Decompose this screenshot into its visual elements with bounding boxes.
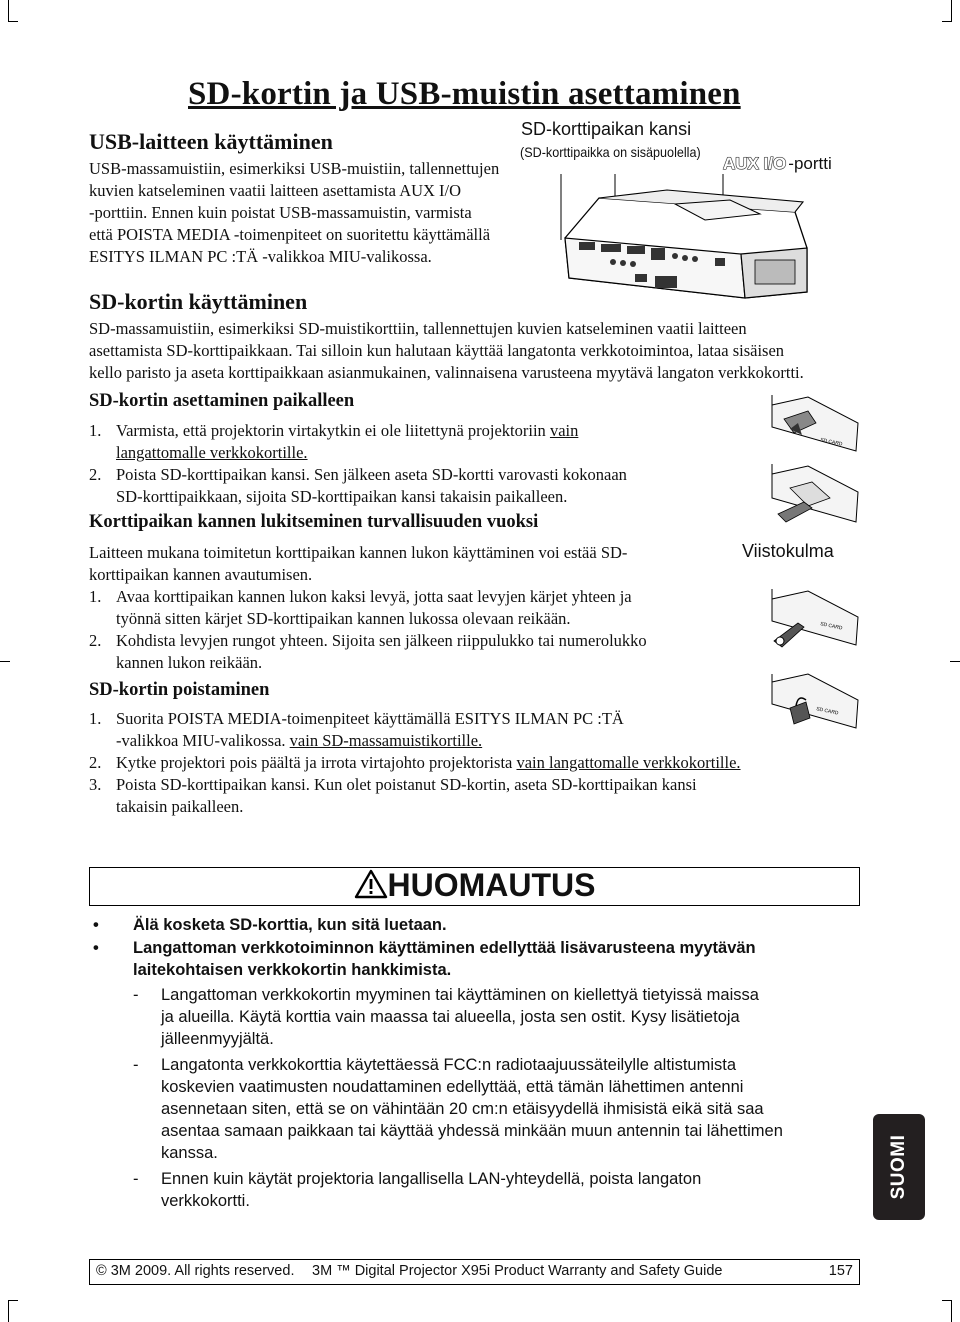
sd-use-line: kello paristo ja aseta korttipaikkaan asianmukainen, valinnaisena varusteena myytävä langaton verkkokortti.: [89, 363, 804, 382]
usb-heading: USB-laitteen käyttäminen: [89, 129, 333, 154]
step-text: työnnä sitten kärjet SD-korttipaikan kannen lukossa olevaan reikään.: [116, 609, 571, 628]
footer-guide-title: 3M ™ Digital Projector X95i Product Warranty and Safety Guide: [312, 1263, 723, 1279]
notice-item-text: koskevien vaatimusten noudattaminen edellyttää, että tämän lähettimen antenni: [161, 1078, 744, 1096]
crop-mark: [8, 1300, 18, 1301]
warning-icon: [354, 869, 388, 899]
padlock-illustration: [768, 672, 860, 730]
sd-card-insert-illustration: [768, 393, 860, 453]
lock-intro: Laitteen mukana toimitetun korttipaikan kannen lukon käyttäminen voi estää SD-: [89, 543, 628, 562]
step-text: Kytke projektori pois päältä ja irrota virtajohto projektorista: [116, 753, 517, 772]
aux-port-name: AUX I/O: [723, 154, 787, 173]
notice-item-text: asentaa samaan paikkaan tai käyttää yhdessä minkään muun antennin tai lähettimen: [161, 1122, 783, 1140]
remove-steps: [89, 708, 741, 818]
lock-intro: korttipaikan kannen avautumisen.: [89, 565, 313, 584]
notice-title-box: [89, 867, 860, 906]
usb-line: USB-massamuistiin, esimerkiksi USB-muistiin, tallennettujen: [89, 159, 500, 178]
bullet: •: [93, 939, 99, 957]
step-text: Suorita POISTA MEDIA-toimenpiteet käyttämällä ESITYS ILMAN PC :TÄ: [116, 709, 624, 728]
slot-inside-label: (SD-korttipaikka on sisäpuolella): [520, 144, 701, 160]
remove-heading: SD-kortin poistaminen: [89, 680, 270, 700]
crop-mark: [951, 1300, 952, 1322]
notice-item-text: Langatonta verkkokorttia käytettäessä FCC:n radiotaajuussäteilylle altistumista: [161, 1056, 737, 1074]
crop-mark: [8, 0, 9, 22]
projector-rear-illustration: [555, 160, 815, 300]
step-text: Avaa korttipaikan kannen lukon kaksi levyä, jotta saat levyjen kärjet yhteen ja: [116, 587, 632, 606]
step-text: Varmista, että projektorin virtakytkin ei ole liitettynä projektoriin: [116, 421, 550, 440]
notice-title: HUOMAUTUS: [387, 867, 596, 903]
crop-mark: [8, 21, 18, 22]
aux-port-suffix: -portti: [788, 154, 832, 173]
usb-line: että POISTA MEDIA -toimenpiteet on suoritettu käyttämällä: [89, 225, 491, 244]
dash: -: [133, 1170, 139, 1188]
usb-line: kuvien katseleminen vaatii laitteen asettamista AUX I/O: [89, 181, 462, 200]
footer: [89, 1259, 860, 1285]
page-title: SD-kortin ja USB-muistin asettaminen: [188, 76, 741, 112]
sd-use-heading: SD-kortin käyttäminen: [89, 289, 308, 314]
step-text: Poista SD-korttipaikan kansi. Kun olet poistanut SD-kortin, aseta SD-korttipaikan kansi: [116, 775, 697, 794]
notice-item-text: Langattoman verkkokortin myyminen tai käyttäminen on kiellettyä tietyissä maissa: [161, 986, 759, 1004]
lock-plates-illustration: [768, 587, 860, 649]
notice-item-text: kanssa.: [161, 1144, 218, 1162]
notice-title-row: [90, 867, 859, 904]
notice-bullet-text: Langattoman verkkotoiminnon käyttäminen edellyttää lisävarusteena myytävän: [133, 939, 756, 957]
notice-item-text: ja alueilla. Käytä korttia vain maassa tai alueella, josta sen ostit. Kysy lisätietoja: [161, 1008, 740, 1026]
step-text: Kohdista levyjen rungot yhteen. Sijoita sen jälkeen riippulukko tai numerolukko: [116, 631, 647, 650]
sd-insert-heading: SD-kortin asettaminen paikalleen: [89, 391, 355, 411]
sd-card-text: SD CARD: [819, 437, 843, 448]
notice-bullet-text: Älä kosketa SD-korttia, kun sitä luetaan.: [133, 916, 447, 934]
oblique-angle-label: Viistokulma: [742, 541, 834, 561]
language-tab-label: SUOMI: [888, 1134, 909, 1200]
sd-card-text: SD CARD: [815, 706, 839, 717]
language-tab: [873, 1114, 925, 1220]
step-number: 2.: [89, 465, 102, 484]
notice-item-text: Ennen kuin käytät projektoria langallisella LAN-yhteydellä, poista langaton: [161, 1170, 702, 1188]
step-number: 2.: [89, 631, 102, 650]
notice-item-text: asennetaan siten, että se on vähintään 20 cm:n etäisyydellä ihmisistä eikä sitä saa: [161, 1100, 764, 1118]
step-number: 3.: [89, 775, 102, 794]
step-number: 1.: [89, 421, 102, 440]
step-text: SD-korttipaikkaan, sijoita SD-korttipaikan kansi takaisin paikalleen.: [116, 487, 568, 506]
sd-use-line: asettamista SD-korttipaikkaan. Tai silloin kun halutaan käyttää langatonta verkkotoimintoa, lataa sisäisen: [89, 341, 785, 360]
slot-cover-label: SD-korttipaikan kansi: [521, 119, 692, 139]
sd-use-paragraph: [89, 318, 804, 384]
step-text-underlined: vain: [549, 421, 579, 440]
sd-card-text: SD CARD: [819, 621, 843, 632]
step-number: 1.: [89, 709, 102, 728]
page-number: 157: [828, 1263, 853, 1279]
step-text-underlined: vain SD-massamuistikortille.: [289, 731, 483, 750]
dash: -: [133, 986, 139, 1004]
sd-insert-steps: [89, 420, 627, 508]
footer-copyright: © 3M 2009. All rights reserved.: [96, 1263, 295, 1279]
sd-card-slot-illustration: [768, 462, 860, 530]
crop-mark: [951, 0, 952, 22]
step-text: takaisin paikalleen.: [116, 797, 244, 816]
step-text-underlined: langattomalle verkkokortille.: [116, 443, 308, 462]
step-number: 2.: [89, 753, 102, 772]
step-text: Poista SD-korttipaikan kansi. Sen jälkeen aseta SD-kortti varovasti kokonaan: [116, 465, 627, 484]
crop-mark: [942, 21, 952, 22]
notice-item-text: jälleenmyyjältä.: [161, 1030, 274, 1048]
step-text-underlined: vain langattomalle verkkokortille.: [516, 753, 741, 772]
crop-mark: [942, 1300, 952, 1301]
sd-use-line: SD-massamuistiin, esimerkiksi SD-muistikorttiin, tallennettujen kuvien katseleminen vaatii laitteen: [89, 319, 747, 338]
step-text: kannen lukon reikään.: [116, 653, 263, 672]
step-number: 1.: [89, 587, 102, 606]
usb-paragraph: [89, 158, 499, 268]
notice-item-text: verkkokortti.: [161, 1192, 250, 1210]
lock-heading: Korttipaikan kannen lukitseminen turvallisuuden vuoksi: [89, 512, 539, 532]
step-text: -valikkoa MIU-valikossa.: [116, 731, 290, 750]
lock-paragraph: [89, 542, 647, 674]
dash: -: [133, 1056, 139, 1074]
notice-list: [89, 914, 860, 1212]
usb-line: ESITYS ILMAN PC :TÄ -valikkoa MIU-valikossa.: [89, 247, 432, 266]
usb-line: -porttiin. Ennen kuin poistat USB-massamuistin, varmista: [89, 203, 472, 222]
bullet: •: [93, 916, 99, 934]
notice-bullet-text: laitekohtaisen verkkokortin hankkimista.: [133, 961, 452, 979]
crop-mark: [8, 1300, 9, 1322]
crop-mark: [0, 661, 10, 662]
crop-mark: [950, 661, 960, 662]
